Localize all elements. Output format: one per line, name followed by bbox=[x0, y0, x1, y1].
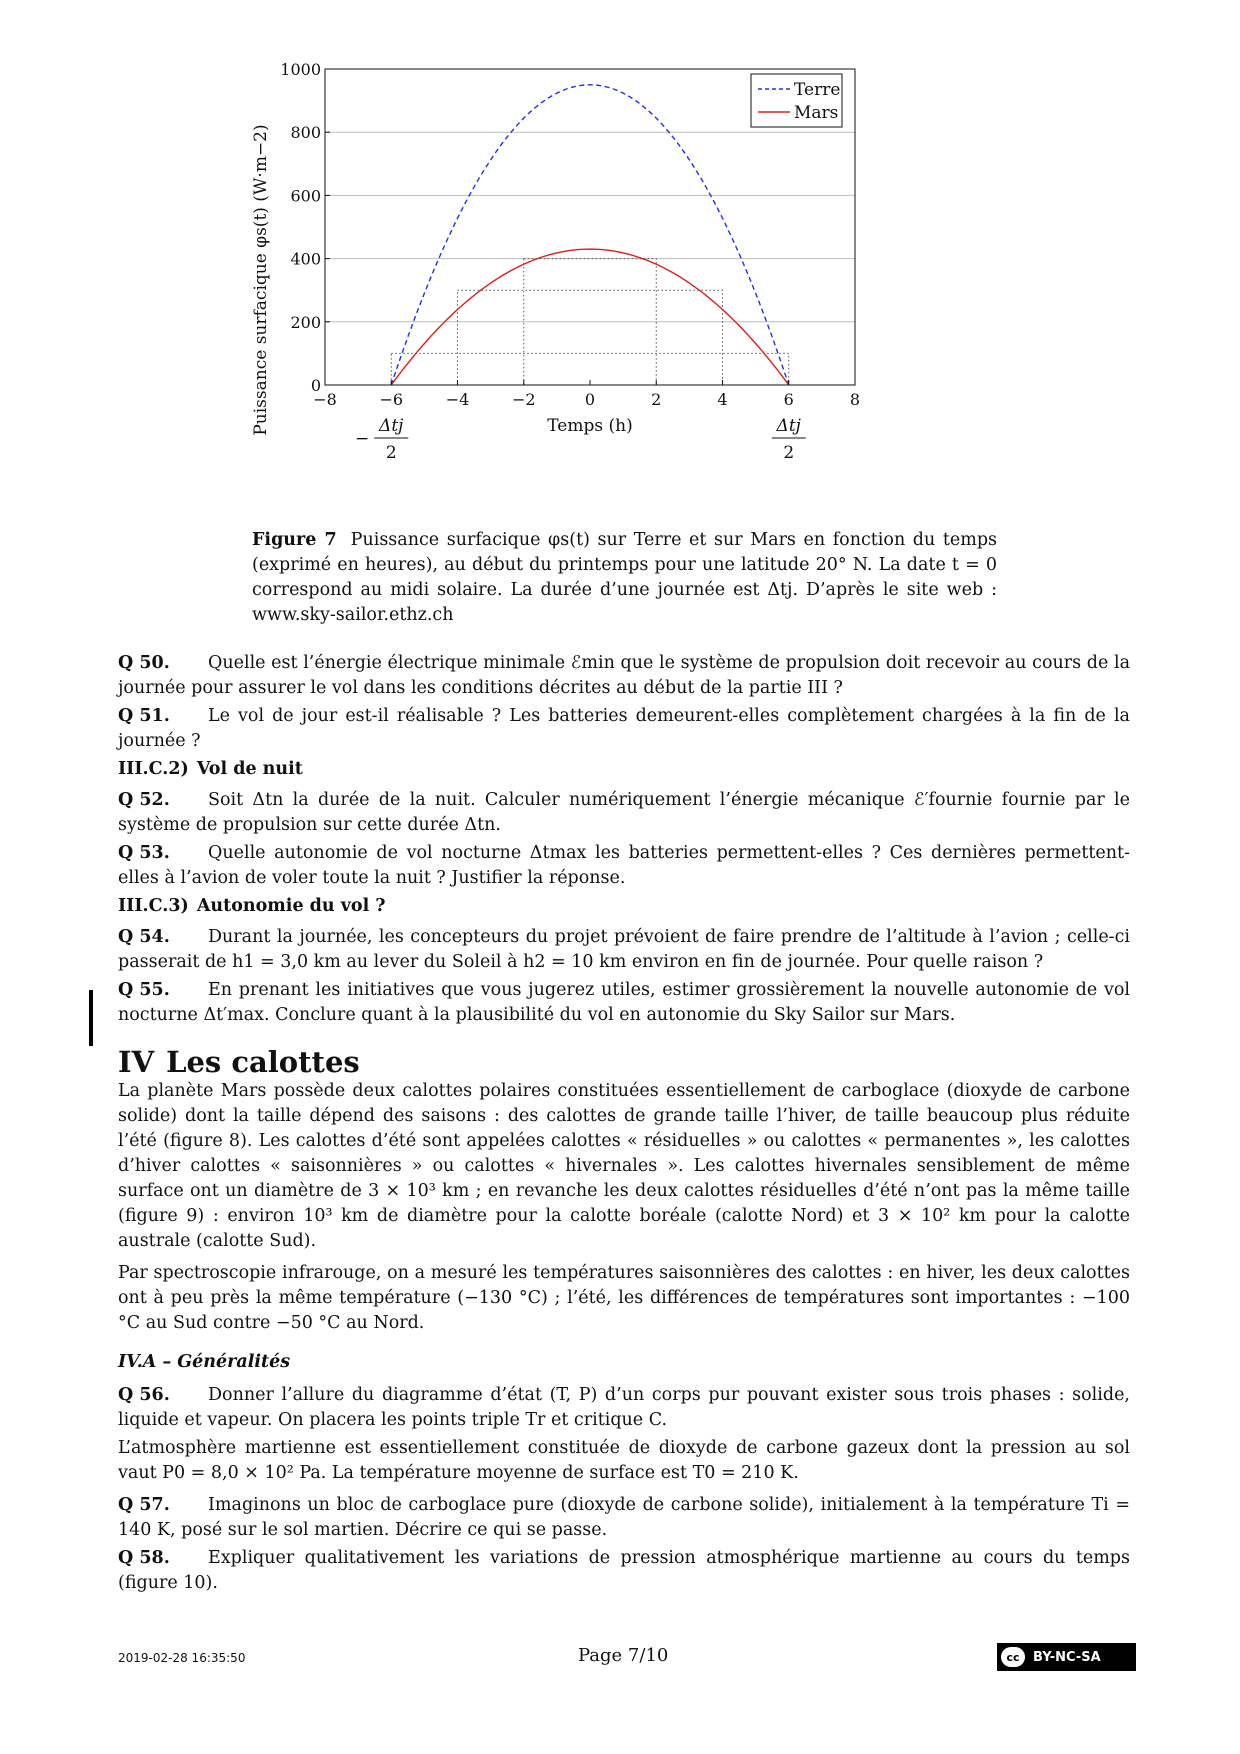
question-number: Q 56. bbox=[118, 1385, 170, 1405]
annotation-denominator: 2 bbox=[783, 443, 795, 463]
question-number: Q 50. bbox=[118, 653, 170, 673]
x-tick-label: 4 bbox=[717, 390, 728, 409]
question-text: Quelle autonomie de vol nocturne Δtmax les batteries permettent-elles ? Ces dernières permettent-elles à l’avion de voler toute la nuit ? Justifier la réponse. bbox=[118, 843, 1130, 888]
annotation-denominator: 2 bbox=[385, 443, 397, 463]
subsection-title: Vol de nuit bbox=[196, 759, 303, 779]
section-number: IV bbox=[118, 1045, 155, 1079]
grid-layer bbox=[325, 132, 855, 322]
y-axis-label: Puissance surfacique φs(t) (W·m−2) bbox=[251, 124, 271, 436]
paragraph: Par spectroscopie infrarouge, on a mesuré les températures saisonnières des calottes : en hiver, les deux calottes ont à peu près la même température (−130 °C) ; l’été, les différences de températures sont importantes : −100 °C au Sud contre −50 °C au Nord. bbox=[118, 1263, 1130, 1333]
figure-7-chart bbox=[251, 55, 990, 525]
question-number: Q 54. bbox=[118, 927, 170, 947]
x-axis-label: Temps (h) bbox=[547, 416, 633, 436]
annotation-sign: − bbox=[355, 429, 370, 449]
x-tick-label: −2 bbox=[511, 390, 536, 409]
question bbox=[118, 1383, 1130, 1433]
x-tick-label: 6 bbox=[783, 390, 794, 409]
series-mars-line bbox=[391, 249, 789, 385]
question-text: Soit Δtn la durée de la nuit. Calculer numériquement l’énergie mécanique ℰ′fournie fournie par le système de propulsion sur cette durée Δtn. bbox=[118, 790, 1130, 835]
question-text: Quelle est l’énergie électrique minimale ℰmin que le système de propulsion doit recevoir au cours de la journée pour assurer le vol dans les conditions décrites au début de la partie III ? bbox=[118, 653, 1130, 698]
subsection-heading bbox=[118, 894, 1130, 919]
y-tick-label: 0 bbox=[310, 376, 321, 395]
paragraph: La planète Mars possède deux calottes polaires constituées essentiellement de carboglace (dioxyde de carbone solide) dont la taille dépend des saisons : des calottes de grande taille l’hiver, de taille beaucoup plus réduite l’été (figure 8). Les calottes d’été sont appelées calottes « résiduelles » ou calottes « permanentes », les calottes d’hiver calottes « saisonnières » ou calottes « hivernales ». Les calottes hivernales sensiblement de même surface ont un diamètre de 3 × 10³ km ; en revanche les deux calottes résiduelles d’été n’ont pas la même taille (figure 9) : environ 10³ km de diamètre pour la calotte boréale (calotte Nord) et 3 × 10² km pour la calotte australe (calotte Sud). bbox=[118, 1081, 1130, 1251]
y-tick-label: 600 bbox=[290, 186, 321, 206]
page-number: Page 7/10 bbox=[578, 1645, 669, 1666]
subsection-number: III.C.2) bbox=[118, 759, 189, 779]
legend bbox=[751, 74, 842, 127]
y-tick-label: 800 bbox=[290, 123, 321, 143]
figure-label: Figure 7 bbox=[252, 530, 337, 550]
question-text: Le vol de jour est-il réalisable ? Les batteries demeurent-elles complètement chargées à la fin de la journée ? bbox=[118, 706, 1130, 751]
subsection-number: III.C.3) bbox=[118, 896, 189, 916]
series-terre-line bbox=[391, 85, 789, 385]
question-number: Q 57. bbox=[118, 1495, 170, 1515]
figure-caption bbox=[252, 528, 997, 628]
section-title: Les calottes bbox=[166, 1045, 360, 1079]
series-layer bbox=[391, 85, 789, 385]
y-tick-label: 200 bbox=[290, 312, 321, 332]
question bbox=[118, 1493, 1130, 1543]
subsection-heading bbox=[118, 757, 1130, 782]
question bbox=[118, 788, 1130, 838]
question-number: Q 53. bbox=[118, 843, 170, 863]
license-label: BY-NC-SA bbox=[1033, 1649, 1101, 1665]
section-heading bbox=[118, 1045, 1130, 1079]
subsection-heading bbox=[118, 1350, 1130, 1375]
question-number: Q 55. bbox=[118, 980, 170, 1000]
footer-date: 2019-02-28 16:35:50 bbox=[118, 1651, 246, 1665]
legend-mars-label: Mars bbox=[794, 103, 839, 123]
figure-caption-text: Puissance surfacique φs(t) sur Terre et sur Mars en fonction du temps (exprimé en heures), au début du printemps pour une latitude 20° N. La date t = 0 correspond au midi solaire. La durée d’une journée est Δtj. D’après le site web : www.sky-sailor.ethz.ch bbox=[252, 530, 997, 625]
annotation-numerator: Δtj bbox=[776, 416, 801, 436]
question-text: Durant la journée, les concepteurs du projet prévoient de faire prendre de l’altitude à l’avion ; celle-ci passerait de h1 = 3,0 km au lever du Soleil à h2 = 10 km environ en fin de journée. Pour quelle raison ? bbox=[118, 927, 1130, 972]
question bbox=[118, 978, 1130, 1028]
x-tick-label: −4 bbox=[445, 390, 470, 409]
main-content bbox=[118, 651, 1130, 1599]
annotation-numerator: Δtj bbox=[379, 416, 404, 436]
step-rect bbox=[458, 290, 723, 385]
question-text: En prenant les initiatives que vous jugerez utiles, estimer grossièrement la nouvelle autonomie de vol nocturne Δt′max. Conclure quant à la plausibilité du vol en autonomie du Sky Sailor sur Mars. bbox=[118, 980, 1130, 1025]
x-tick-label: 8 bbox=[849, 390, 861, 409]
license-badge[interactable] bbox=[997, 1643, 1136, 1671]
question-text: Expliquer qualitativement les variations de pression atmosphérique martienne au cours du temps (figure 10). bbox=[118, 1548, 1130, 1593]
y-tick-label: 1000 bbox=[280, 60, 321, 79]
change-bar bbox=[89, 990, 93, 1046]
question-text: Donner l’allure du diagramme d’état (T, P) d’un corps pur pouvant exister sous trois phases : solide, liquide et vapeur. On placera les points triple Tr et critique C. bbox=[118, 1385, 1130, 1430]
question-text: Imaginons un bloc de carboglace pure (dioxyde de carbone solide), initialement à la température Ti = 140 K, posé sur le sol martien. Décrire ce qui se passe. bbox=[118, 1495, 1130, 1540]
y-tick-label: 400 bbox=[290, 249, 321, 269]
x-tick-label: 0 bbox=[584, 390, 596, 409]
question bbox=[118, 1546, 1130, 1596]
question bbox=[118, 651, 1130, 701]
question bbox=[118, 841, 1130, 891]
subsection-title: Généralités bbox=[177, 1352, 291, 1372]
question-number: Q 51. bbox=[118, 706, 170, 726]
x-tick-label: 2 bbox=[651, 390, 662, 409]
question-number: Q 58. bbox=[118, 1548, 170, 1568]
question-number: Q 52. bbox=[118, 790, 170, 810]
paragraph: L’atmosphère martienne est essentiellement constituée de dioxyde de carbone gazeux dont la pression au sol vaut P0 = 8,0 × 10² Pa. La température moyenne de surface est T0 = 210 K. bbox=[118, 1438, 1130, 1483]
legend-terre-label: Terre bbox=[794, 80, 841, 100]
x-tick-label: −6 bbox=[379, 390, 404, 409]
cc-icon: cc bbox=[1001, 1647, 1025, 1667]
subsection-title: Autonomie du vol ? bbox=[196, 896, 386, 916]
question bbox=[118, 704, 1130, 754]
x-tick-label: −8 bbox=[313, 390, 337, 409]
subsection-number: IV.A – bbox=[118, 1352, 172, 1372]
question bbox=[118, 925, 1130, 975]
